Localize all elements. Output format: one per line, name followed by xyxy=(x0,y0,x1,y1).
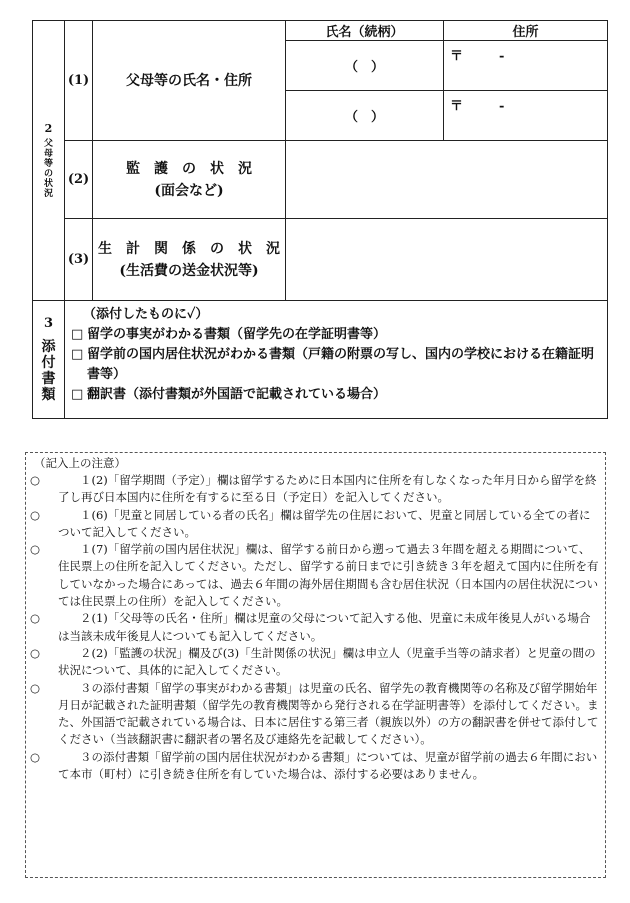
livelihood-status-field[interactable] xyxy=(286,219,608,301)
row1-label: 父母等の氏名・住所 xyxy=(93,21,286,141)
checkbox[interactable]: □ xyxy=(71,347,84,362)
row2-number: (2) xyxy=(65,141,93,219)
row2-label: 監 護 の 状 況 (面会など) xyxy=(93,141,286,219)
attachments-cell xyxy=(65,301,608,419)
postal-mark: 〒 xyxy=(450,99,464,114)
section3-vertical-label: 添 付 書 類 xyxy=(41,339,56,403)
note-item: ○ １(6)「児童と同居している者の氏名」欄は留学先の住居において、児童と同居している全ての者について記入してください。 xyxy=(30,507,591,539)
row3-number: (3) xyxy=(65,219,93,301)
parent1-name-field[interactable]: （ ） xyxy=(286,41,444,91)
postal-mark: 〒 xyxy=(450,49,464,64)
section3-number: 3 xyxy=(43,316,54,331)
row1-number: (1) xyxy=(65,21,93,141)
parent2-name-field[interactable]: （ ） xyxy=(286,91,444,141)
parent2-address-field[interactable]: 〒 - xyxy=(444,91,608,141)
form-table xyxy=(32,20,608,419)
attachment-item[interactable]: □ 留学前の国内居住状況がわかる書類（戸籍の附票の写し、国内の学校における在籍証明書等） xyxy=(71,345,601,385)
notes-box xyxy=(25,452,606,878)
custody-status-field[interactable] xyxy=(286,141,608,219)
attachment-item[interactable]: □ 翻訳書（添付書類が外国語で記載されている場合） xyxy=(71,385,601,405)
header-address: 住所 xyxy=(444,21,608,41)
row3-label: 生 計 関 係 の 状 況 (生活費の送金状況等) xyxy=(93,219,286,301)
section2-vertical-label: 父 母 等 の 状 況 xyxy=(43,138,53,199)
note-item: ○ ２(2)「監護の状況」欄及び(3)「生計関係の状況」欄は申立人（児童手当等の請求者）と児童の間の状況について、具体的に記入してください。 xyxy=(30,645,596,678)
note-item: ○ １(7)「留学前の国内居住状況」欄は、留学する前日から遡って過去３年間を超える期間について、住民票上の住所を記入してください。ただし、留学する前日までに引き続き３年を超えて国内に住所を有していなかった場合にあっては、過去６年間の海外居住期間も含む居住状況（日本国内の居住状況については住民票上の住所）を記入してください。 xyxy=(30,542,599,609)
note-item: ○ １(2)「留学期間（予定）」欄は留学するために日本国内に住所を有しなくなった年月日から留学を終了し再び日本国内に住所を有するに至る日（予定日）を記入してください。 xyxy=(30,473,597,505)
header-name: 氏名（続柄） xyxy=(286,21,444,41)
section3-label xyxy=(33,301,65,419)
notes-title: （記入上の注意） xyxy=(34,456,126,470)
notes-list xyxy=(30,472,601,783)
section2-label xyxy=(33,21,65,301)
checkbox[interactable]: □ xyxy=(71,327,84,342)
note-item: ○ ３の添付書類「留学の事実がわかる書類」は児童の氏名、留学先の教育機関等の名称及び留学開始年月日が記載された証明書類（留学先の教育機関等から発行される在学証明書等）を添付してください。また、外国語で記載されている場合は、日本に居住する第三者（親族以外）の方の翻訳書を併せて添付してください（当該翻訳書に翻訳者の署名及び連絡先を記載してください）。 xyxy=(30,680,599,747)
attachments-intro: （添付したものに✓） xyxy=(83,307,209,322)
note-item: ○ ２(1)「父母等の氏名・住所」欄は児童の父母について記入する他、児童に未成年後見人がいる場合は当該未成年後見人についても記入してください。 xyxy=(30,611,591,643)
parent1-address-field[interactable]: 〒 - xyxy=(444,41,608,91)
attachment-item[interactable]: □ 留学の事実がわかる書類（留学先の在学証明書等） xyxy=(71,325,601,345)
note-item: ○ ３の添付書類「留学前の国内居住状況がわかる書類」については、児童が留学前の過去６年間において本市（町村）に引き続き住所を有していた場合は、添付する必要はありません。 xyxy=(30,749,598,782)
checkbox[interactable]: □ xyxy=(71,387,84,402)
section2-number: 2 xyxy=(44,121,53,135)
